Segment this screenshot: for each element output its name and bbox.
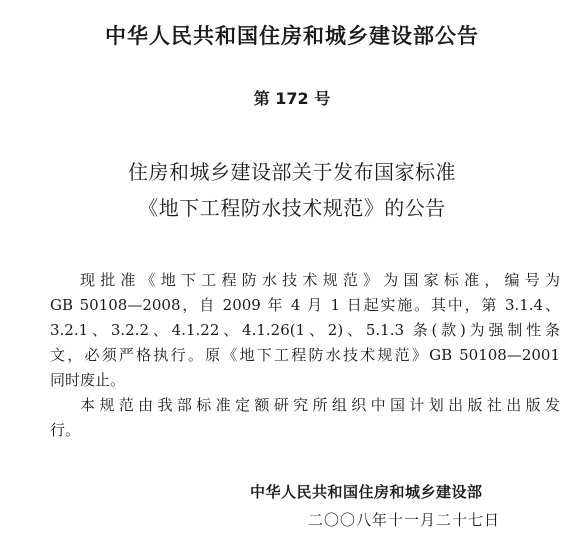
- paragraph-line: 行。: [50, 421, 81, 439]
- paragraph-line: 本规范由我部标准定额研究所组织中国计划出版社出版发: [80, 396, 560, 414]
- paragraph-line: GB 50108—2008，自 2009 年 4 月 1 日起实施。其中，第 3.1.4、: [50, 296, 560, 314]
- paragraph-line: 现批准《地下工程防水技术规范》为国家标准，编号为: [80, 271, 560, 289]
- announcement-title-line-1: 住房和城乡建设部关于发布国家标准: [128, 160, 456, 184]
- announcement-title-line-2: 《地下工程防水技术规范》的公告: [138, 196, 446, 220]
- paragraph-line: 同时废止。: [50, 371, 126, 389]
- paragraph-line: 文，必须严格执行。原《地下工程防水技术规范》GB 50108—2001: [50, 346, 560, 364]
- signature-date: 二〇〇八年十一月二十七日: [308, 511, 501, 529]
- paragraph-publication: [50, 393, 560, 443]
- paragraph-line: 3.2.1、3.2.2、4.1.22、4.1.26(1、2)、5.1.3 条(款)为强制性条: [50, 321, 560, 339]
- paragraph-approval: [50, 268, 560, 393]
- issuer-heading: 中华人民共和国住房和城乡建设部公告: [105, 24, 479, 48]
- signature-organization: 中华人民共和国住房和城乡建设部: [250, 483, 483, 501]
- announcement-number: 第 172 号: [253, 89, 331, 108]
- announcement-body: [50, 268, 560, 443]
